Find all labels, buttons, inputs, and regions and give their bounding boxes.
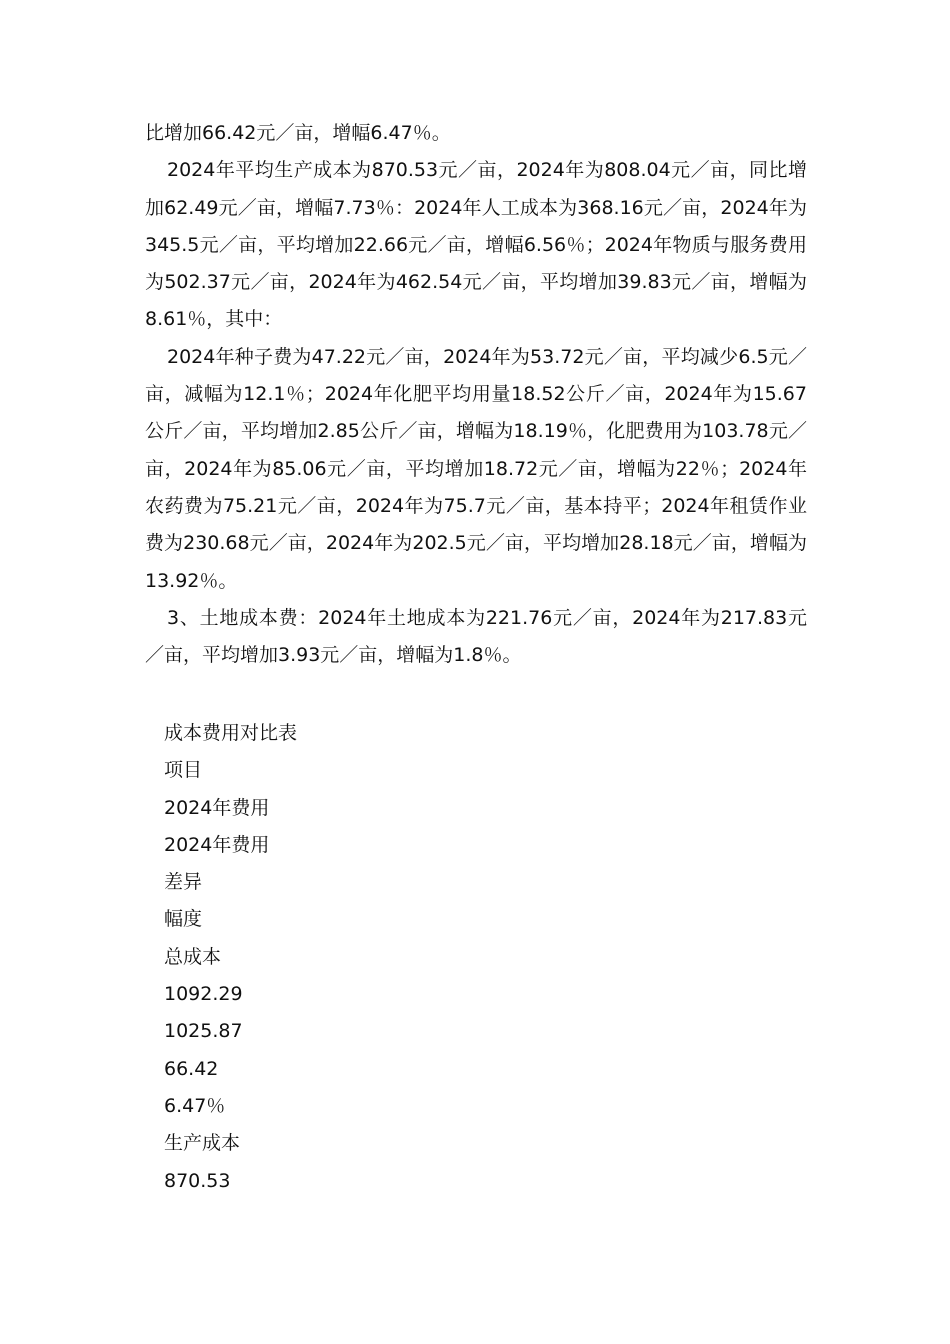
paragraph-land-cost: 3、土地成本费：2024年土地成本为221.76元／亩，2024年为217.83元／亩，平均增加3.93元／亩，增幅为1.8％。 — [145, 606, 807, 667]
table-header-item: 项目 — [164, 759, 203, 782]
table-cell: 生产成本 — [164, 1132, 241, 1155]
cost-comparison-table — [164, 715, 297, 1200]
table-header-rate: 幅度 — [164, 908, 203, 931]
paragraph-material-costs: 2024年种子费为47.22元／亩，2024年为53.72元／亩，平均减少6.5元／亩，减幅为12.1％；2024年化肥平均用量18.52公斤／亩，2024年为15.67公斤／亩，平均增加2.85公斤／亩，增幅为18.19％，化肥费用为103.78元／亩，2024年为85.06元／亩，平均增加18.72元／亩，增幅为22％；2024年农药费为75.21元／亩，2024年为75.7元／亩，基本持平；2024年租赁作业费为230.68元／亩，2024年为202.5元／亩，平均增加28.18元／亩，增幅为13.92％。 — [145, 345, 807, 592]
body-text — [145, 115, 807, 674]
table-cell: 870.53 — [164, 1169, 231, 1192]
paragraph-production-cost: 2024年平均生产成本为870.53元／亩，2024年为808.04元／亩，同比增加62.49元／亩，增幅7.73％：2024年人工成本为368.16元／亩，2024年为345.5元／亩，平均增加22.66元／亩，增幅6.56％；2024年物质与服务费用为502.37元／亩，2024年为462.54元／亩，平均增加39.83元／亩，增幅为8.61％，其中： — [145, 159, 807, 331]
table-title: 成本费用对比表 — [164, 722, 298, 744]
paragraph-continuation: 比增加66.42元／亩，增幅6.47％。 — [145, 122, 451, 144]
table-cell: 66.42 — [164, 1057, 219, 1080]
table-cell: 1092.29 — [164, 983, 243, 1006]
table-cell: 1025.87 — [164, 1020, 243, 1043]
table-header-year-a: 2024年费用 — [164, 796, 270, 819]
table-cell: 总成本 — [164, 945, 222, 968]
table-header-year-b: 2024年费用 — [164, 833, 270, 856]
table-header-difference: 差异 — [164, 871, 203, 894]
table-cell: 6.47％ — [164, 1094, 226, 1117]
